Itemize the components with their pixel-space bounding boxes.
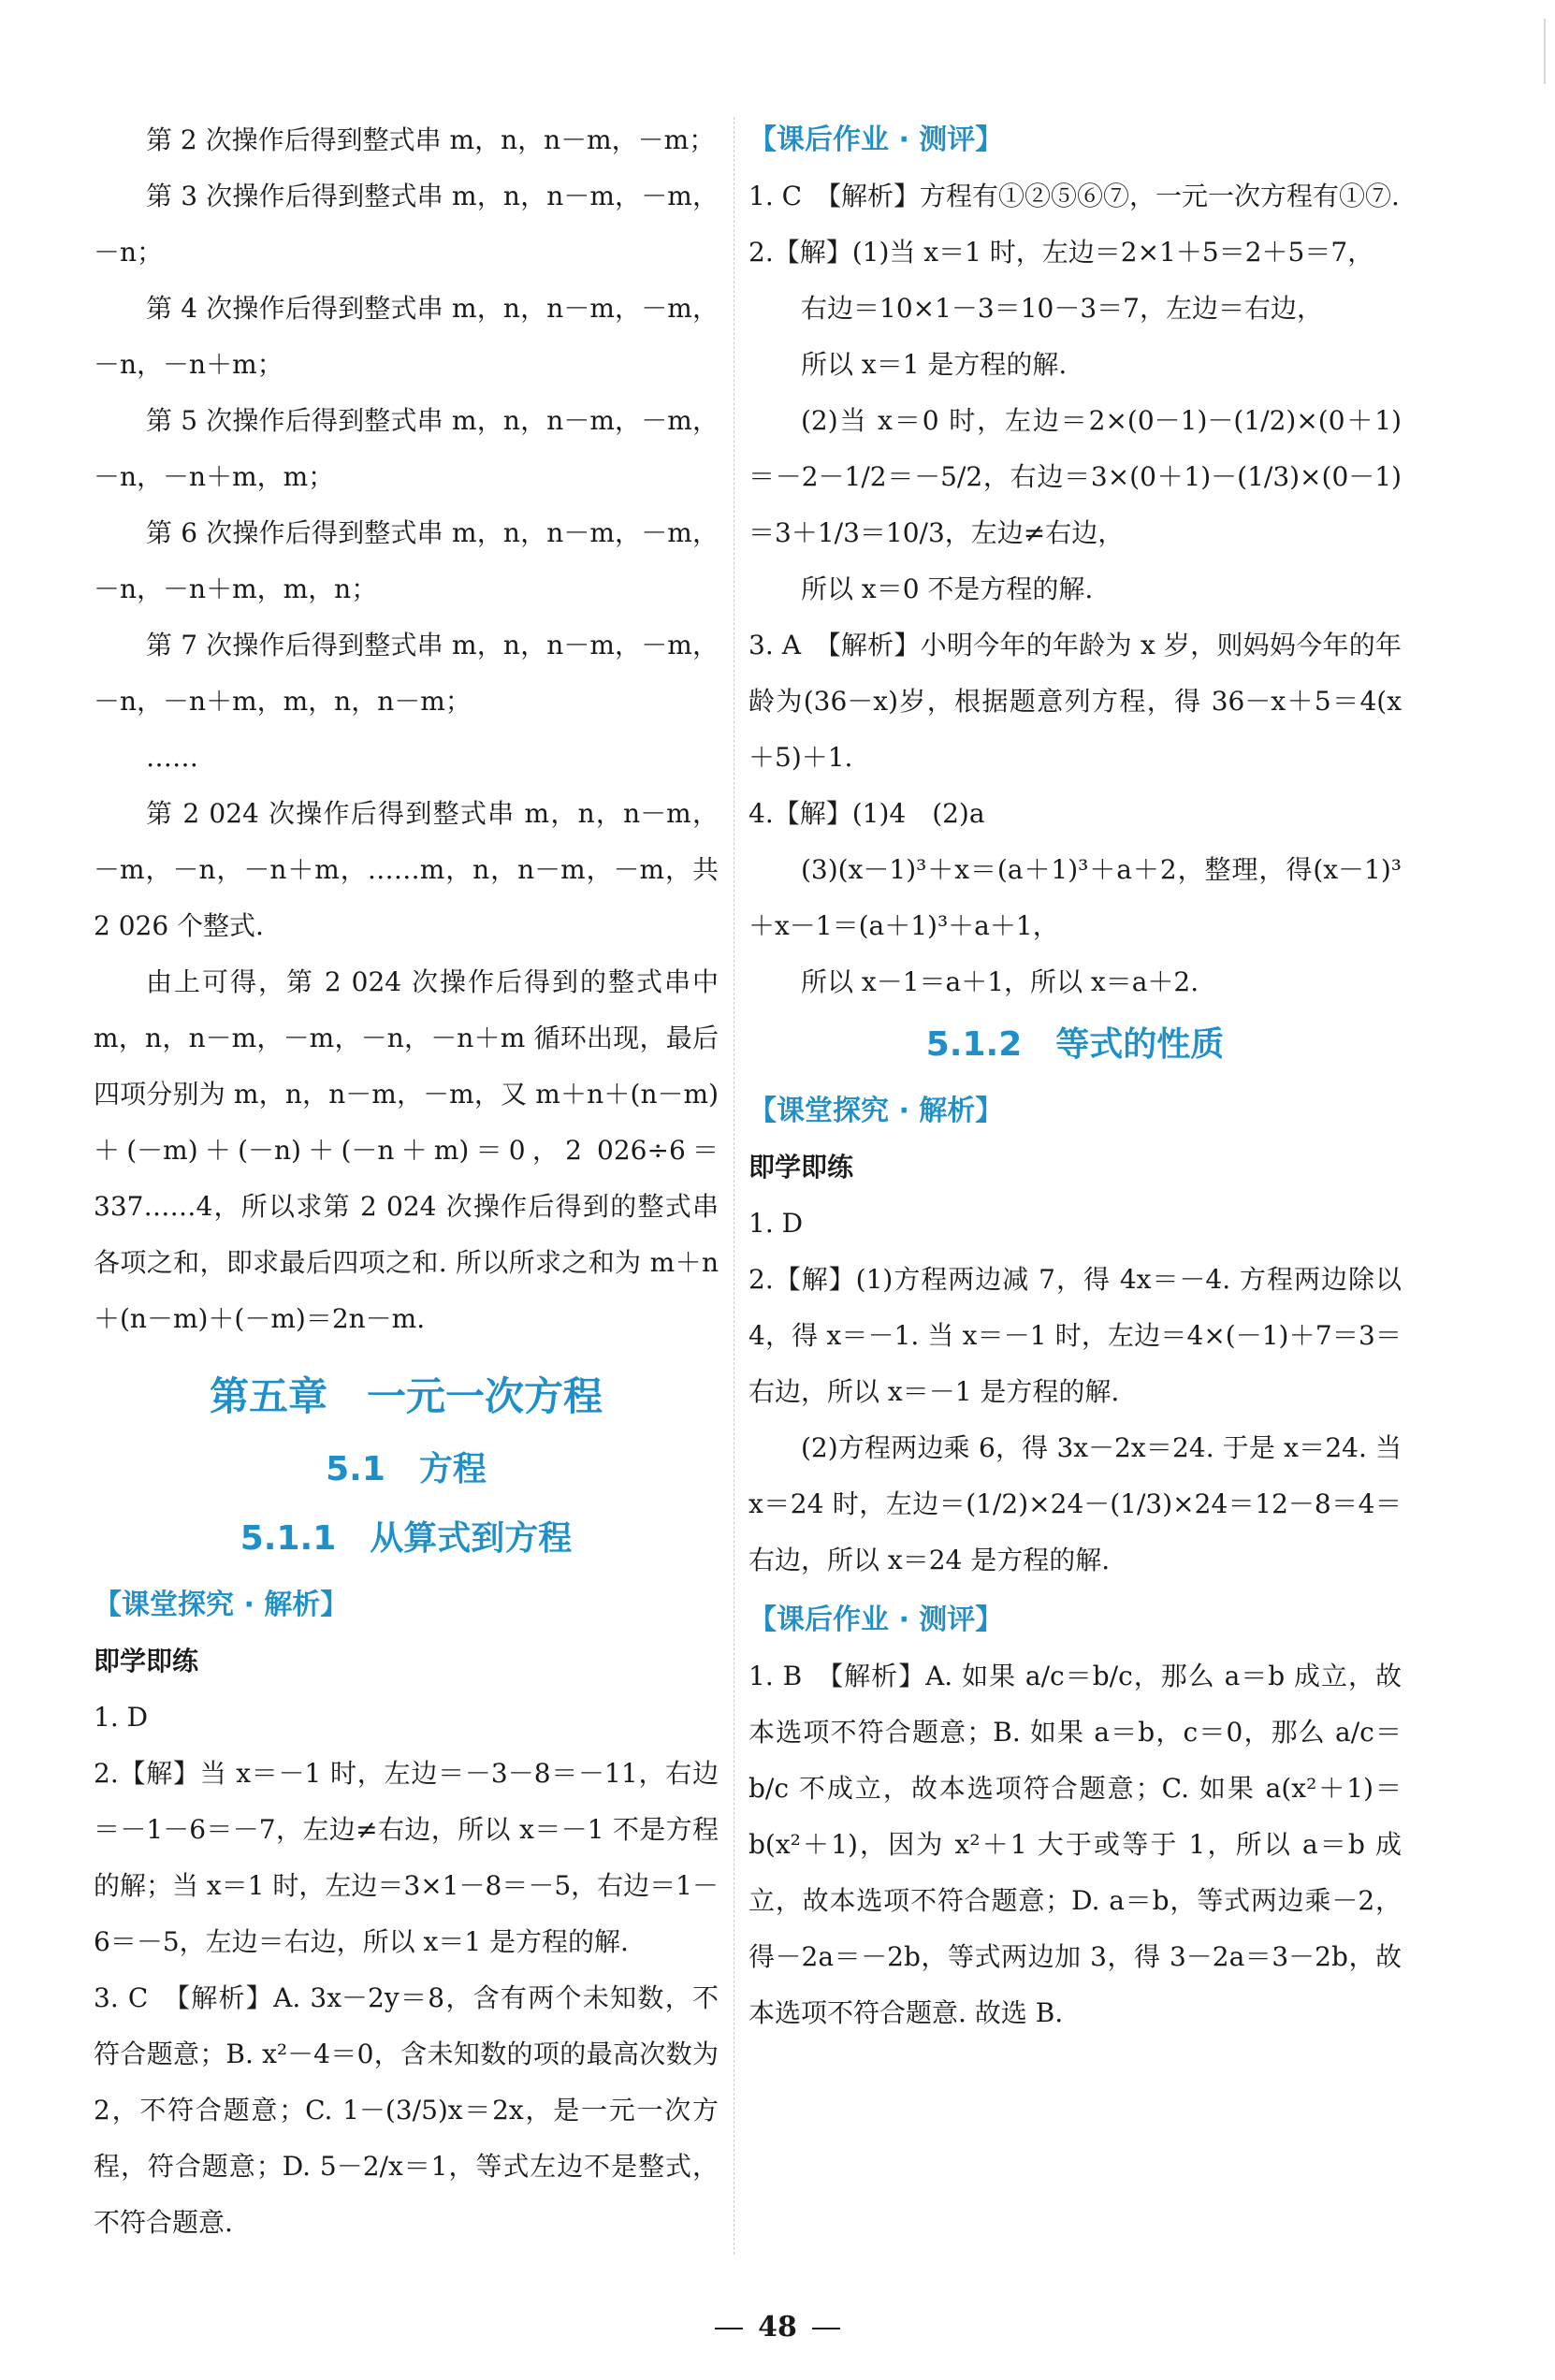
chapter-title: 第五章 一元一次方程 (209, 1373, 603, 1419)
answer-item: 2.【解】当 x＝－1 时，左边＝－3－8＝－11，右边＝－1－6＝－7，左边≠右边，所以 x＝－1 不是方程的解；当 x＝1 时，左边＝3×1－8＝－5，右边＝1－6＝－5，左边＝右边，所以 x＝1 是方程的解. (94, 1758, 719, 1957)
section-tag: 【课后作业 · 测评】 (748, 123, 1004, 156)
subsection-title: 5.1.2 等式的性质 (925, 1025, 1225, 1064)
answer-line: 所以 x＝0 不是方程的解. (801, 573, 1094, 604)
text-line: 第 2 024 次操作后得到整式串 m，n，n－m，－m，－n，－n＋m，……m，n，n－m，－m，共 2 026 个整式. (94, 798, 719, 941)
section-tag: 【课堂探究 · 解析】 (748, 1095, 1004, 1127)
text-paragraph: 由上可得，第 2 024 次操作后得到的整式串中 m，n，n－m，－m，－n，－n＋m 循环出现，最后四项分别为 m，n，n－m，－m，又 m＋n＋(n－m)＋(－m)＋(－n)＋(－n＋m)＝0，2 026÷6＝337……4，所以求第 2 024 次操作后得到的整式串各项之和，即求最后四项之和. 所以所求之和为 m＋n＋(n－m)＋(－m)＝2n－m. (94, 966, 719, 1334)
answer-line: 所以 x＝1 是方程的解. (801, 349, 1068, 380)
column-divider (734, 117, 735, 2255)
text-line: 第 6 次操作后得到整式串 m，n，n－m，－m，－n，－n＋m，m，n； (94, 517, 719, 604)
left-column (94, 112, 719, 2251)
text-line: 第 2 次操作后得到整式串 m，n，n－m，－m； (146, 124, 716, 155)
page-number-dash (812, 2328, 840, 2329)
answer-paragraph: (3)(x－1)³＋x＝(a＋1)³＋a＋2，整理，得(x－1)³＋x－1＝(a＋1)³＋a＋1， (748, 854, 1402, 941)
answer-item: 3. C 【解析】A. 3x－2y＝8，含有两个未知数，不符合题意；B. x²－4＝0，含未知数的项的最高次数为 2，不符合题意；C. 1－(3/5)x＝2x，是一元一次方程，符合题意；D. 5－2/x＝1，等式左边不是整式，不符合题意. (94, 1982, 719, 2238)
answer-item: 1. D (94, 1702, 149, 1733)
answer-line: 右边＝10×1－3＝10－3＝7，左边＝右边， (801, 293, 1323, 324)
text-line: 第 5 次操作后得到整式串 m，n，n－m，－m，－n，－n＋m，m； (94, 405, 719, 492)
text-line: 第 4 次操作后得到整式串 m，n，n－m，－m，－n，－n＋m； (94, 293, 719, 380)
subsection-title: 5.1.1 从算式到方程 (240, 1519, 573, 1558)
section-tag: 【课堂探究 · 解析】 (94, 1589, 349, 1621)
text-line: 第 7 次操作后得到整式串 m，n，n－m，－m，－n，－n＋m，m，n，n－m； (94, 630, 719, 717)
practice-label: 即学即练 (748, 1152, 854, 1183)
page-number-dash (715, 2328, 743, 2329)
text-line: 第 3 次操作后得到整式串 m，n，n－m，－m，－n； (94, 181, 719, 268)
section-tag: 【课后作业 · 测评】 (748, 1604, 1004, 1636)
answer-item: 1. B 【解析】A. 如果 a/c＝b/c，那么 a＝b 成立，故本选项不符合题意；B. 如果 a＝b，c＝0，那么 a/c＝b/c 不成立，故本选项符合题意；C. 如果 a(x²＋1)＝b(x²＋1)，因为 x²＋1 大于或等于 1，所以 a＝b 成立，故本选项不符合题意；D. a＝b，等式两边乘－2，得－2a＝－2b，等式两边加 3，得 3－2a＝3－2b，故本选项不符合题意. 故选 B. (748, 1661, 1402, 2028)
answer-item: 1. D (748, 1208, 804, 1239)
answer-item: 1. C 【解析】方程有①②⑤⑥⑦，一元一次方程有①⑦. (748, 181, 1400, 211)
answer-item: 3. A 【解析】小明今年的年龄为 x 岁，则妈妈今年的年龄为(36－x)岁，根据题意列方程，得 36－x＋5＝4(x＋5)＋1. (748, 630, 1402, 773)
answer-line: 所以 x－1＝a＋1，所以 x＝a＋2. (801, 966, 1199, 997)
answer-item: 2.【解】(1)当 x＝1 时，左边＝2×1＋5＝2＋5＝7， (748, 237, 1374, 268)
page-number (0, 2311, 1555, 2344)
answer-paragraph: (2)方程两边乘 6，得 3x－2x＝24. 于是 x＝24. 当 x＝24 时，左边＝(1/2)×24－(1/3)×24＝12－8＝4＝右边，所以 x＝24 是方程的解. (748, 1432, 1402, 1575)
answer-item: 2.【解】(1)方程两边减 7，得 4x＝－4. 方程两边除以 4，得 x＝－1. 当 x＝－1 时，左边＝4×(－1)＋7＝3＝右边，所以 x＝－1 是方程的解. (748, 1264, 1402, 1407)
ellipsis-line: …… (146, 742, 198, 773)
answer-paragraph: (2)当 x＝0 时，左边＝2×(0－1)－(1/2)×(0＋1)＝－2－1/2＝－5/2，右边＝3×(0＋1)－(1/3)×(0－1)＝3＋1/3＝10/3，左边≠右边， (748, 405, 1402, 548)
page-number-value: 48 (758, 2311, 797, 2344)
page-edge-mark (1544, 19, 1546, 84)
answer-item: 4.【解】(1)4 (2)a (748, 798, 985, 829)
right-column (748, 112, 1402, 2041)
practice-label: 即学即练 (94, 1646, 199, 1676)
section-title: 5.1 方程 (326, 1450, 487, 1488)
